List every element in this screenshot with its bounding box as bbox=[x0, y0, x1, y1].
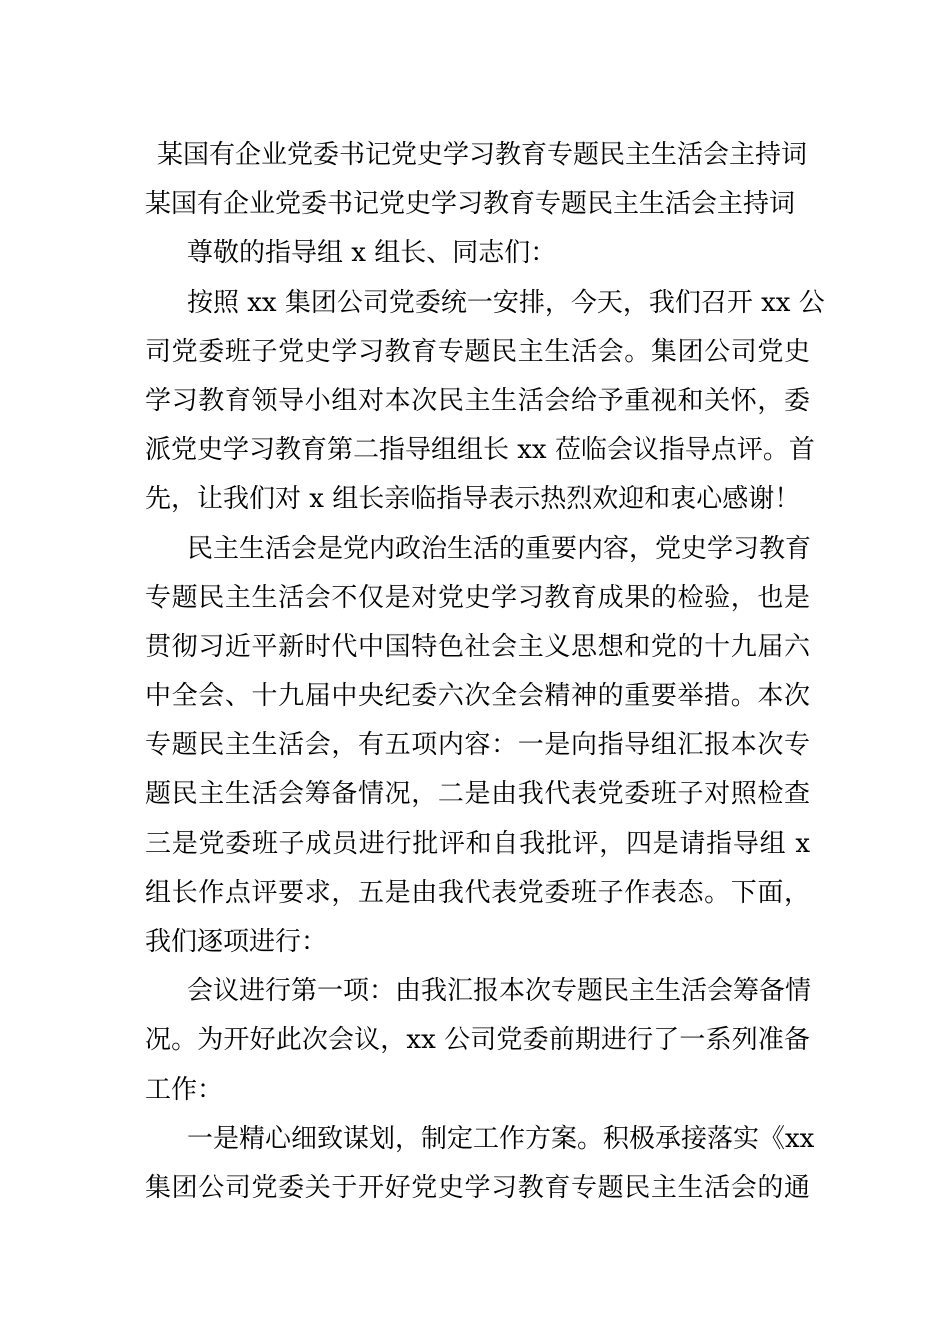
paragraph-2-line-3: 贯彻习近平新时代中国特色社会主义思想和党的十九届六 bbox=[145, 631, 810, 662]
paragraph-2-line-5: 专题民主生活会，有五项内容：一是向指导组汇报本次专 bbox=[145, 730, 810, 761]
paragraph-1-line-1: 按照 xx 集团公司党委统一安排，今天，我们召开 xx 公 bbox=[187, 287, 825, 318]
paragraph-1-line-5: 先，让我们对 x 组长亲临指导表示热烈欢迎和衷心感谢！ bbox=[145, 484, 801, 515]
paragraph-1-line-3: 学习教育领导小组对本次民主生活会给予重视和关怀，委 bbox=[145, 385, 810, 416]
paragraph-2-line-9: 我们逐项进行： bbox=[145, 927, 328, 957]
paragraph-2-line-8: 组长作点评要求，五是由我代表党委班子作表态。下面， bbox=[145, 877, 810, 908]
document-title-repeat: 某国有企业党委书记党史学习教育专题民主生活会主持词 bbox=[145, 189, 796, 220]
paragraph-1-line-4: 派党史学习教育第二指导组组长 xx 莅临会议指导点评。首 bbox=[145, 435, 815, 466]
paragraph-2-line-2: 专题民主生活会不仅是对党史学习教育成果的检验，也是 bbox=[145, 582, 810, 613]
paragraph-4-line-2: 集团公司党委关于开好党史学习教育专题民主生活会的通 bbox=[145, 1172, 810, 1203]
paragraph-3-line-1: 会议进行第一项：由我汇报本次专题民主生活会筹备情 bbox=[187, 976, 812, 1007]
paragraph-2-line-7: 三是党委班子成员进行批评和自我批评，四是请指导组 x bbox=[145, 828, 810, 859]
paragraph-3-line-3: 工作： bbox=[145, 1074, 224, 1105]
paragraph-2-line-1: 民主生活会是党内政治生活的重要内容，党史学习教育 bbox=[187, 533, 812, 564]
greeting: 尊敬的指导组 x 组长、同志们： bbox=[187, 238, 557, 269]
paragraph-2-line-4: 中全会、十九届中央纪委六次全会精神的重要举措。本次 bbox=[145, 681, 810, 712]
paragraph-4-line-1: 一是精心细致谋划，制定工作方案。积极承接落实《xx bbox=[187, 1123, 815, 1154]
document-title: 某国有企业党委书记党史学习教育专题民主生活会主持词 bbox=[157, 140, 808, 170]
paragraph-2-line-6: 题民主生活会筹备情况，二是由我代表党委班子对照检查 bbox=[145, 779, 810, 810]
paragraph-3-line-2: 况。为开好此次会议，xx 公司党委前期进行了一系列准备 bbox=[145, 1025, 810, 1056]
paragraph-1-line-2: 司党委班子党史学习教育专题民主生活会。集团公司党史 bbox=[145, 336, 810, 367]
document-body bbox=[145, 131, 825, 1213]
